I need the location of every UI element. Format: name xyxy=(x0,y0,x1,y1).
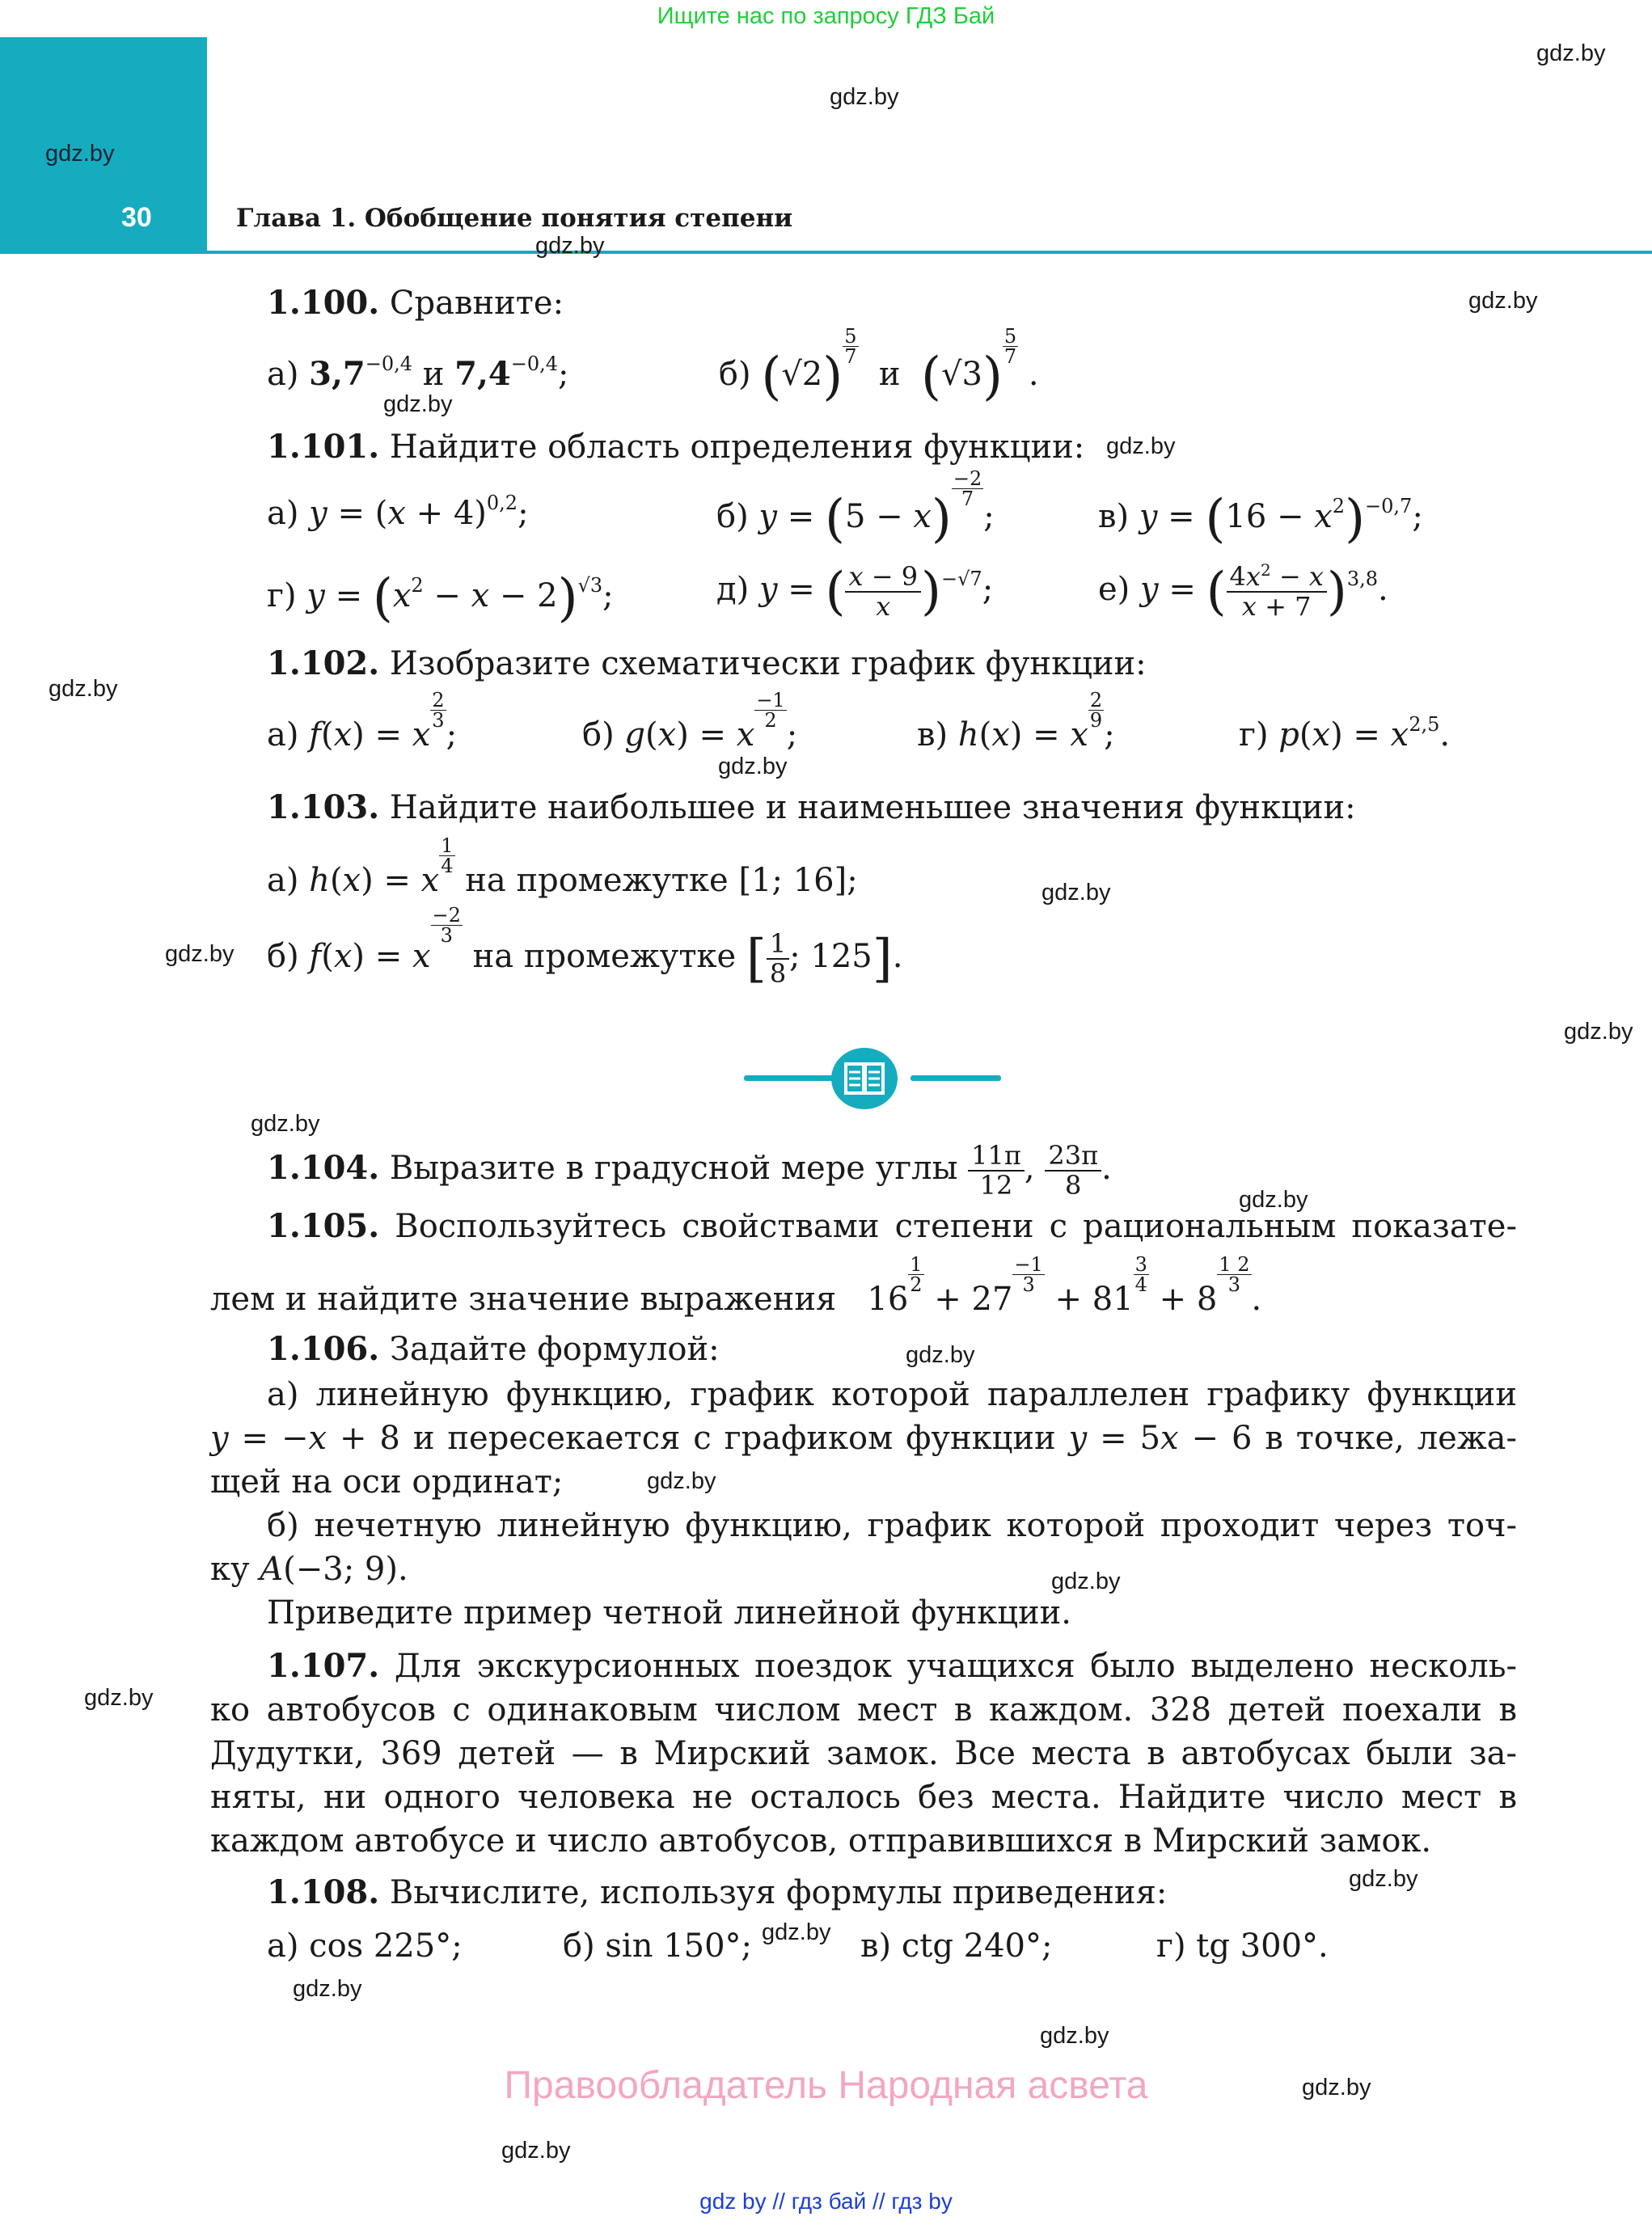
watermark: gdz.by xyxy=(1106,433,1176,459)
problem-1-107-line-3: Дудутки, 369 детей — в Мирский замок. Все места в автобусах были за- xyxy=(210,1735,1517,1772)
watermark: gdz.by xyxy=(1468,288,1538,314)
watermark: gdz.by xyxy=(1051,1568,1121,1594)
watermark: gdz.by xyxy=(1536,40,1606,66)
problem-1-103-a: а) h(x) = x $\frac{1}{4}$ на промежутке [1; 16]; xyxy=(267,834,858,899)
problem-1-101-row-1c: в) $y = (16 - x^2)^{-0,7}$; xyxy=(1098,489,1423,549)
watermark: gdz.by xyxy=(49,676,118,702)
problem-1-103-b: б) f(x) = x $\frac{-2}{3}$ на промежутке [ $\frac{1}{8}$ ; 125]. xyxy=(267,904,903,990)
problem-1-105-line-2: лем и найдите значение выражения 16 $\frac{1}{2}$ + 27 $\frac{-1}{3}$ + 81 $\frac{3}{4}$ + 8 $\frac{1 2}{3}$ . xyxy=(210,1253,1262,1318)
problem-1-106-b-line-2: ку A(−3; 9). xyxy=(210,1551,408,1588)
problem-1-107-line-1: 1.107. Для экскурсионных поездок учащихся было выделено несколь- xyxy=(267,1647,1518,1685)
watermark: gdz.by xyxy=(535,233,605,259)
problem-1-108-d: г) tg 300°. xyxy=(1156,1927,1329,1965)
problem-1-102-heading: 1.102. Изобразите схематически график функции: xyxy=(267,644,1147,682)
problem-1-102-a: а) f(x) = x $\frac{2}{3}$ ; xyxy=(267,689,458,754)
watermark: gdz.by xyxy=(165,941,234,967)
problem-1-102-d: г) $p(x) = x^{2,5}$. xyxy=(1239,713,1451,754)
problem-1-107-line-2: ко автобусов с одинаковым числом мест в каждом. 328 детей поехали в xyxy=(210,1691,1517,1729)
page-number: 30 xyxy=(121,202,152,233)
problem-1-106-heading: 1.106. Задайте формулой: xyxy=(267,1330,720,1368)
problem-1-106-example: Приведите пример четной линейной функции. xyxy=(267,1594,1071,1632)
copyright-notice: Правообладатель Народная асвета xyxy=(504,2064,1148,2107)
watermark: gdz.by xyxy=(293,1976,362,2002)
problem-1-108-heading: 1.108. Вычислите, используя формулы приведения: xyxy=(267,1873,1168,1911)
watermark: gdz.by xyxy=(718,754,788,779)
problem-1-102-c: в) h(x) = x $\frac{2}{9}$ ; xyxy=(917,689,1115,754)
chapter-title: Глава 1. Обобщение понятия степени xyxy=(236,204,793,233)
separator-line-left xyxy=(744,1075,834,1081)
watermark: gdz.by xyxy=(762,1919,831,1945)
watermark: gdz.by xyxy=(45,141,115,167)
watermark: gdz.by xyxy=(383,391,453,417)
problem-1-101-row-2b: д) y = ( $\frac{x - 9}{x}$ )$^{-√7}$; xyxy=(716,561,994,623)
problem-1-106-b-line-1: б) нечетную линейную функцию, график которой проходит через точ- xyxy=(267,1507,1517,1544)
problem-1-101-row-2c: е) y = ( $\frac{4x^2 - x}{x + 7}$ )$^{3,8}$. xyxy=(1098,560,1388,623)
problem-1-106-a-line-2: y = −x + 8 и пересекается с графиком функции y = 5x − 6 в точке, лежа- xyxy=(210,1420,1518,1457)
watermark: gdz.by xyxy=(84,1685,154,1711)
watermark: gdz.by xyxy=(1302,2075,1371,2100)
watermark: gdz.by xyxy=(1239,1187,1308,1213)
problem-1-101-row-1: а) $y = (x + 4)^{0,2}$; xyxy=(267,492,529,532)
problem-1-108-a: а) cos 225°; xyxy=(267,1927,463,1965)
problem-1-108-c: в) ctg 240°; xyxy=(860,1927,1053,1965)
top-note: Ищите нас по запросу ГДЗ Бай xyxy=(657,3,995,29)
problem-1-108-b: б) sin 150°; xyxy=(563,1927,753,1965)
problem-1-101-row-2a: г) $y = (x^2 - x - 2)^{√3}$; xyxy=(267,568,614,628)
open-book-icon xyxy=(831,1048,898,1109)
watermark: gdz.by xyxy=(647,1468,716,1494)
problem-1-102-b: б) g(x) = x $\frac{-1}{2}$ ; xyxy=(582,689,798,754)
watermark: gdz.by xyxy=(1349,1866,1418,1892)
watermark: gdz.by xyxy=(1564,1019,1633,1045)
problem-1-100-heading: 1.100. Сравните: xyxy=(267,284,564,322)
problem-1-105-line-1: 1.105. Воспользуйтесь свойствами степени с рациональным показате- xyxy=(267,1207,1517,1245)
watermark: gdz.by xyxy=(1040,2023,1109,2049)
watermark: gdz.by xyxy=(906,1342,975,1368)
watermark: gdz.by xyxy=(501,2138,571,2164)
problem-1-106-a-line-1: а) линейную функцию, график которой параллелен графику функции xyxy=(267,1376,1517,1413)
problem-1-100-items: а) $3,7^{-0,4}$ и $7,4^{-0,4}$; б) (√2) $\frac{5}{7}$ и (√3) $\frac{5}{7}$ . xyxy=(267,325,1039,407)
separator-line-right xyxy=(911,1075,1001,1081)
problem-1-104: 1.104. Выразите в градусной мере углы $\frac{11\pi}{12}$ , $\frac{23\pi}{8}$ . xyxy=(267,1140,1112,1201)
watermark: gdz.by xyxy=(830,84,899,110)
header-rule xyxy=(207,251,1652,254)
footer-links[interactable]: gdz by // гдз бай // гдз by xyxy=(699,2189,953,2214)
problem-1-106-a-line-3: щей на оси ординат; xyxy=(210,1463,564,1501)
problem-1-101-heading: 1.101. Найдите область определения функции: xyxy=(267,428,1085,466)
problem-1-107-line-4: няты, ни одного человека не осталось без места. Найдите число мест в xyxy=(210,1779,1517,1816)
watermark: gdz.by xyxy=(251,1111,320,1137)
problem-1-107-line-5: каждом автобусе и число автобусов, отправившихся в Мирский замок. xyxy=(210,1822,1432,1860)
watermark: gdz.by xyxy=(1041,880,1111,906)
problem-1-101-row-1b: б) y = (5 − x) $\frac{-2}{7}$ ; xyxy=(716,467,995,549)
problem-1-103-heading: 1.103. Найдите наибольшее и наименьшее значения функции: xyxy=(267,788,1356,826)
